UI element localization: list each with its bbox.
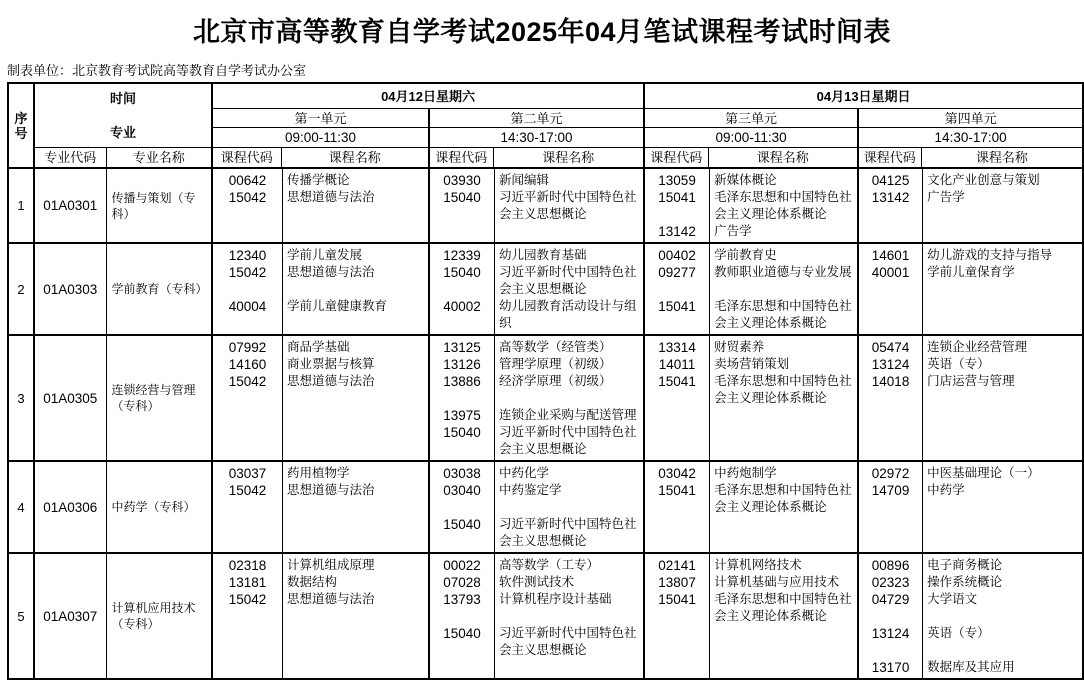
course-name-column-header: 课程名称 — [493, 148, 644, 169]
course-name: 习近平新时代中国特色社会主义思想概论 — [499, 425, 637, 456]
course-row — [645, 264, 857, 281]
course-row — [213, 465, 428, 482]
course-row — [645, 172, 857, 189]
course-code: 07028 — [443, 575, 481, 590]
course-code: 09277 — [658, 265, 696, 280]
course-row — [430, 373, 643, 390]
course-name: 毛泽东思想和中国特色社会主义理论体系概论 — [714, 190, 852, 221]
course-name: 学前儿童健康教育 — [287, 299, 388, 313]
course-row — [859, 247, 1082, 264]
course-code: 04729 — [871, 592, 910, 607]
course-row — [645, 298, 857, 332]
course-row — [430, 516, 643, 550]
course-spacer — [645, 281, 857, 298]
course-name: 幼儿园教育活动设计与组织 — [499, 299, 637, 330]
course-code: 13126 — [443, 357, 481, 372]
course-name: 计算机网络技术 — [714, 558, 802, 572]
course-name: 大学语文 — [927, 592, 978, 606]
course-name: 门店运营与管理 — [927, 374, 1015, 388]
course-code-column-header: 课程代码 — [212, 148, 281, 169]
unit-4-time: 14:30-17:00 — [858, 128, 1083, 148]
course-name: 文化产业创意与策划 — [927, 173, 1040, 187]
course-name: 毛泽东思想和中国特色社会主义理论体系概论 — [714, 483, 852, 514]
corner-time-label: 时间 — [110, 91, 137, 106]
course-code: 13059 — [658, 173, 696, 188]
course-code: 04125 — [871, 173, 910, 188]
unit-4-courses — [858, 243, 1083, 335]
major-code: 01A0301 — [34, 168, 106, 243]
major-code: 01A0307 — [34, 553, 106, 679]
course-row — [213, 591, 428, 608]
course-row — [430, 172, 643, 189]
course-name: 软件测试技术 — [499, 575, 575, 589]
course-name: 新闻编辑 — [499, 173, 550, 187]
unit-3-courses — [644, 243, 858, 335]
course-name: 数据库及其应用 — [927, 660, 1015, 674]
course-code: 15041 — [658, 374, 696, 389]
course-row — [430, 574, 643, 591]
course-row — [213, 247, 428, 264]
course-row — [645, 465, 857, 482]
corner-major-label: 专业 — [110, 125, 137, 140]
course-row — [430, 264, 643, 298]
course-name: 中药化学 — [499, 466, 550, 480]
course-row — [859, 557, 1082, 574]
course-row — [859, 339, 1082, 356]
course-row — [213, 557, 428, 574]
unit-2-courses — [429, 461, 644, 553]
course-name: 毛泽东思想和中国特色社会主义理论体系概论 — [714, 374, 852, 405]
course-row — [859, 189, 1082, 206]
course-name: 幼儿园教育基础 — [499, 248, 587, 262]
row-index: 2 — [8, 243, 34, 335]
unit-1-courses — [212, 461, 429, 553]
course-row — [645, 591, 857, 625]
course-code: 13807 — [658, 575, 696, 590]
course-name: 英语（专） — [927, 357, 990, 371]
course-spacer — [430, 390, 643, 407]
unit-2-time: 14:30-17:00 — [429, 128, 644, 148]
course-code: 03930 — [443, 173, 481, 188]
course-name: 连锁企业经营管理 — [927, 340, 1028, 354]
course-code-column-header: 课程代码 — [644, 148, 708, 169]
course-row — [430, 189, 643, 223]
course-name: 商品学基础 — [287, 340, 350, 354]
course-code: 15042 — [228, 265, 267, 280]
course-name: 中药炮制学 — [714, 466, 777, 480]
course-name-column-header: 课程名称 — [281, 148, 429, 169]
course-name: 新媒体概论 — [714, 173, 777, 187]
major-name-column-header: 专业名称 — [106, 148, 212, 169]
unit-1-courses — [212, 335, 429, 461]
unit-4-courses — [858, 168, 1083, 243]
course-name: 学前儿童发展 — [287, 248, 363, 262]
course-row — [213, 482, 428, 499]
course-row — [430, 247, 643, 264]
course-row — [430, 557, 643, 574]
unit-1-courses — [212, 553, 429, 679]
unit-2-courses — [429, 168, 644, 243]
major-code-column-header: 专业代码 — [34, 148, 106, 169]
course-row — [430, 356, 643, 373]
unit-3-courses — [644, 335, 858, 461]
course-code: 14601 — [871, 248, 910, 263]
course-row — [430, 298, 643, 332]
course-code: 00022 — [443, 558, 481, 573]
course-row — [213, 264, 428, 281]
course-name: 教师职业道德与专业发展 — [714, 265, 852, 279]
course-code: 15041 — [658, 299, 696, 314]
course-code: 03042 — [658, 466, 696, 481]
course-name: 习近平新时代中国特色社会主义思想概论 — [499, 626, 637, 657]
unit-4-courses — [858, 553, 1083, 679]
major-name: 传播与策划（专科） — [106, 168, 212, 243]
unit-4-courses — [858, 461, 1083, 553]
course-row — [859, 172, 1082, 189]
unit-2-header: 第二单元 — [429, 109, 644, 128]
course-code: 02318 — [228, 558, 267, 573]
course-name: 中医基础理论（一） — [927, 466, 1040, 480]
course-code: 40002 — [443, 299, 481, 314]
course-name: 连锁企业采购与配送管理 — [499, 408, 637, 422]
course-code: 12339 — [443, 248, 481, 263]
course-code: 13142 — [871, 190, 910, 205]
date-header-saturday: 04月12日星期六 — [212, 83, 644, 109]
course-spacer — [430, 608, 643, 625]
course-code: 13181 — [228, 575, 267, 590]
course-name: 广告学 — [927, 190, 965, 204]
major-name: 学前教育（专科） — [106, 243, 212, 335]
course-code: 15042 — [228, 374, 267, 389]
course-spacer — [859, 642, 1082, 659]
course-row — [645, 223, 857, 240]
course-name: 计算机组成原理 — [287, 558, 375, 572]
row-index: 5 — [8, 553, 34, 679]
course-name: 高等数学（经管类） — [499, 340, 612, 354]
course-name: 思想道德与法治 — [287, 592, 375, 606]
unit-3-courses — [644, 461, 858, 553]
row-index: 4 — [8, 461, 34, 553]
course-name: 思想道德与法治 — [287, 190, 375, 204]
course-name: 学前教育史 — [714, 248, 777, 262]
unit-1-time: 09:00-11:30 — [212, 128, 429, 148]
course-code: 15041 — [658, 592, 696, 607]
course-row — [859, 625, 1082, 642]
course-name: 财贸素养 — [714, 340, 765, 354]
course-code: 13124 — [871, 357, 910, 372]
unit-4-courses — [858, 335, 1083, 461]
course-spacer — [213, 281, 428, 298]
course-code: 02972 — [871, 466, 910, 481]
course-name: 学前儿童保育学 — [927, 265, 1015, 279]
course-code: 14709 — [871, 483, 910, 498]
course-row — [213, 339, 428, 356]
course-name: 计算机程序设计基础 — [499, 592, 612, 606]
course-code: 15041 — [658, 190, 696, 205]
course-name: 习近平新时代中国特色社会主义思想概论 — [499, 190, 637, 221]
course-code: 13886 — [443, 374, 481, 389]
course-code: 13142 — [658, 224, 696, 239]
course-name: 中药学 — [927, 483, 965, 497]
course-code: 13314 — [658, 340, 696, 355]
row-index: 1 — [8, 168, 34, 243]
course-row — [213, 574, 428, 591]
course-row — [430, 465, 643, 482]
course-row — [859, 659, 1082, 676]
exam-schedule-table — [7, 82, 1084, 680]
course-row — [645, 356, 857, 373]
major-code: 01A0303 — [34, 243, 106, 335]
major-name: 计算机应用技术（专科） — [106, 553, 212, 679]
course-code: 40001 — [871, 265, 910, 280]
unit-1-courses — [212, 243, 429, 335]
course-name: 电子商务概论 — [927, 558, 1003, 572]
course-row — [859, 482, 1082, 499]
course-name-column-header: 课程名称 — [921, 148, 1083, 169]
course-code-column-header: 课程代码 — [429, 148, 493, 169]
course-row — [430, 339, 643, 356]
course-row — [645, 189, 857, 223]
table-row — [8, 335, 1083, 461]
course-row — [430, 482, 643, 499]
major-name: 中药学（专科） — [106, 461, 212, 553]
course-row — [859, 591, 1082, 608]
course-name: 幼儿游戏的支持与指导 — [927, 248, 1053, 262]
course-row — [859, 574, 1082, 591]
course-name: 中药鉴定学 — [499, 483, 562, 497]
course-code: 15040 — [443, 190, 481, 205]
course-spacer — [859, 608, 1082, 625]
course-row — [430, 625, 643, 659]
course-code: 13170 — [871, 660, 910, 675]
course-name: 管理学原理（初级） — [499, 357, 612, 371]
course-name: 高等数学（工专） — [499, 558, 600, 572]
course-row — [859, 264, 1082, 281]
table-row — [8, 461, 1083, 553]
course-name-column-header: 课程名称 — [708, 148, 858, 169]
course-code: 13124 — [871, 626, 910, 641]
unit-3-courses — [644, 553, 858, 679]
course-name: 卖场营销策划 — [714, 357, 790, 371]
course-row — [213, 172, 428, 189]
course-code: 07992 — [228, 340, 267, 355]
course-name: 思想道德与法治 — [287, 374, 375, 388]
unit-3-header: 第三单元 — [644, 109, 858, 128]
time-major-corner-cell — [34, 83, 212, 148]
course-name: 数据结构 — [287, 575, 338, 589]
course-name: 习近平新时代中国特色社会主义思想概论 — [499, 517, 637, 548]
course-name: 英语（专） — [927, 626, 990, 640]
course-row — [213, 298, 428, 315]
index-column-header: 序号 — [8, 83, 34, 168]
course-code: 03038 — [443, 466, 481, 481]
course-name: 药用植物学 — [287, 466, 350, 480]
course-row — [859, 356, 1082, 373]
course-code: 03040 — [443, 483, 481, 498]
unit-4-header: 第四单元 — [858, 109, 1083, 128]
schedule-body — [8, 168, 1083, 679]
course-name: 思想道德与法治 — [287, 265, 375, 279]
course-name: 思想道德与法治 — [287, 483, 375, 497]
course-code: 15040 — [443, 517, 481, 532]
course-code: 15040 — [443, 626, 481, 641]
unit-3-time: 09:00-11:30 — [644, 128, 858, 148]
course-name: 毛泽东思想和中国特色社会主义理论体系概论 — [714, 299, 852, 330]
course-row — [645, 557, 857, 574]
date-header-sunday: 04月13日星期日 — [644, 83, 1083, 109]
course-name: 操作系统概论 — [927, 575, 1003, 589]
unit-1-courses — [212, 168, 429, 243]
page-title: 北京市高等教育自学考试2025年04月笔试课程考试时间表 — [192, 17, 892, 47]
course-name: 经济学原理（初级） — [499, 374, 612, 388]
course-name: 传播学概论 — [287, 173, 350, 187]
course-code: 15042 — [228, 190, 267, 205]
course-name: 习近平新时代中国特色社会主义思想概论 — [499, 265, 637, 296]
row-index: 3 — [8, 335, 34, 461]
course-row — [430, 407, 643, 424]
course-code: 14011 — [658, 357, 696, 372]
course-row — [645, 574, 857, 591]
course-code: 40004 — [228, 299, 267, 314]
prepared-by-caption: 制表单位：北京教育考试院高等教育自学考试办公室 — [7, 63, 307, 78]
course-row — [645, 482, 857, 516]
course-code: 15040 — [443, 265, 481, 280]
table-row — [8, 553, 1083, 679]
unit-2-courses — [429, 243, 644, 335]
course-code: 13793 — [443, 592, 481, 607]
course-code: 00896 — [871, 558, 910, 573]
major-name: 连锁经营与管理（专科） — [106, 335, 212, 461]
course-code: 02323 — [871, 575, 910, 590]
unit-3-courses — [644, 168, 858, 243]
course-row — [645, 373, 857, 407]
course-code: 13975 — [443, 408, 481, 423]
course-code: 00402 — [658, 248, 696, 263]
course-code: 02141 — [658, 558, 696, 573]
course-name: 广告学 — [714, 224, 752, 238]
course-code: 05474 — [871, 340, 910, 355]
unit-2-courses — [429, 335, 644, 461]
course-code: 00642 — [228, 173, 267, 188]
course-row — [645, 247, 857, 264]
table-header — [8, 83, 1083, 168]
course-spacer — [430, 499, 643, 516]
major-code: 01A0306 — [34, 461, 106, 553]
course-code: 15041 — [658, 483, 696, 498]
course-code: 15042 — [228, 592, 267, 607]
unit-1-header: 第一单元 — [212, 109, 429, 128]
table-row — [8, 168, 1083, 243]
course-row — [430, 591, 643, 608]
course-code: 15042 — [228, 483, 267, 498]
major-code: 01A0305 — [34, 335, 106, 461]
course-code: 15040 — [443, 425, 481, 440]
course-code: 12340 — [228, 248, 267, 263]
course-row — [213, 189, 428, 206]
course-row — [859, 373, 1082, 390]
course-row — [645, 339, 857, 356]
course-row — [213, 373, 428, 390]
course-name: 计算机基础与应用技术 — [714, 575, 840, 589]
course-name: 商业票据与核算 — [287, 357, 375, 371]
course-code-column-header: 课程代码 — [858, 148, 921, 169]
course-code: 14160 — [228, 357, 267, 372]
course-row — [859, 465, 1082, 482]
course-row — [213, 356, 428, 373]
unit-2-courses — [429, 553, 644, 679]
course-code: 14018 — [871, 374, 910, 389]
table-row — [8, 243, 1083, 335]
course-row — [430, 424, 643, 458]
course-name: 毛泽东思想和中国特色社会主义理论体系概论 — [714, 592, 852, 623]
course-code: 03037 — [228, 466, 267, 481]
course-code: 13125 — [443, 340, 481, 355]
